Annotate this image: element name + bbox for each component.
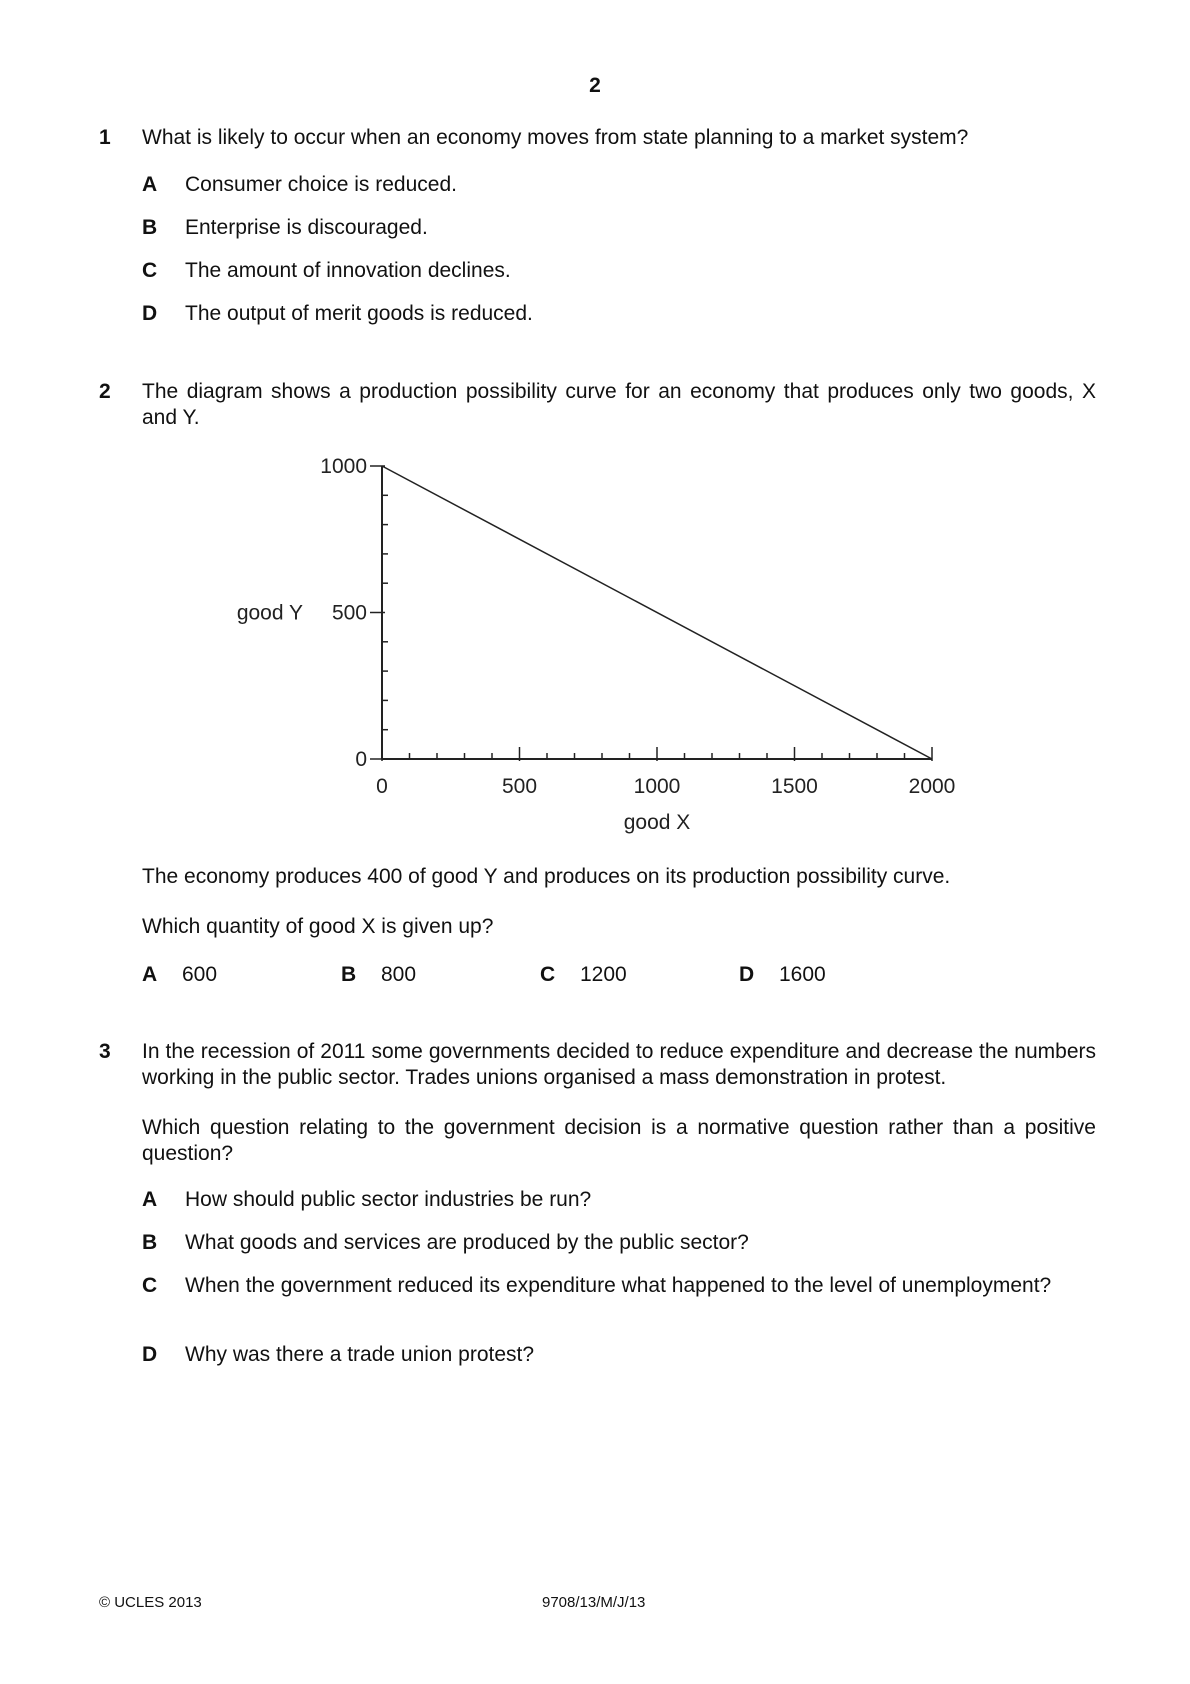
question-2-number: 2	[99, 380, 111, 403]
q2-option-b-text: 800	[381, 963, 417, 986]
q3-option-b-letter: B	[142, 1231, 158, 1254]
q2-option-d-text: 1600	[779, 963, 826, 986]
q3-option-c-text: When the government reduced its expenditure what happened to the level of unemployment?	[185, 1274, 1052, 1297]
q3-option-d-text: Why was there a trade union protest?	[185, 1343, 535, 1366]
question-3-number: 3	[99, 1040, 111, 1063]
x-tick-label: 1000	[633, 775, 681, 798]
question-1-text: What is likely to occur when an economy moves from state planning to a market system?	[142, 126, 969, 149]
footer-copyright: © UCLES 2013	[99, 1594, 202, 1611]
chart-series	[382, 466, 932, 759]
x-axis-label: good X	[623, 811, 691, 834]
ppc-line	[382, 466, 932, 759]
q2-option-b	[341, 963, 416, 987]
q1-option-d-letter: D	[142, 302, 158, 325]
x-tick-label: 500	[501, 775, 538, 798]
q1-option-b-text: Enterprise is discouraged.	[185, 216, 428, 239]
q1-option-a-text: Consumer choice is reduced.	[185, 173, 457, 196]
y-tick-label: 1000	[320, 455, 367, 478]
q1-option-a-letter: A	[142, 173, 158, 196]
q1-option-c-text: The amount of innovation declines.	[185, 259, 511, 282]
question-2-text: The diagram shows a production possibility curve for an economy that produces only two goods, X and Y.	[142, 380, 1096, 429]
chart-tick-labels	[320, 455, 955, 798]
x-tick-label: 2000	[908, 775, 956, 798]
question-3-text2: Which question relating to the government decision is a normative question rather than a positive question?	[142, 1116, 1096, 1165]
q3-option-a-text: How should public sector industries be run?	[185, 1188, 592, 1211]
q2-option-c	[540, 963, 627, 987]
x-tick-label: 1500	[771, 775, 818, 798]
question-2-text2: The economy produces 400 of good Y and produces on its production possibility curve.	[142, 865, 951, 888]
q2-option-d	[739, 963, 826, 987]
q2-option-a-letter: A	[142, 963, 158, 986]
q3-option-c-letter: C	[142, 1274, 158, 1297]
question-1-number: 1	[99, 126, 111, 149]
footer-code: 9708/13/M/J/13	[542, 1594, 646, 1611]
y-tick-label: 0	[355, 748, 367, 771]
q2-option-c-letter: C	[540, 963, 556, 986]
q1-option-c-letter: C	[142, 259, 158, 282]
page-number: 2	[589, 74, 601, 97]
q2-option-a	[142, 963, 217, 987]
x-tick-label: 0	[376, 775, 388, 798]
chart-ticks	[370, 466, 932, 761]
q2-option-b-letter: B	[341, 963, 357, 986]
y-tick-label: 500	[331, 601, 367, 625]
y-axis-label: good Y	[236, 601, 303, 625]
q2-option-c-text: 1200	[580, 963, 627, 986]
q3-option-a-letter: A	[142, 1188, 158, 1211]
q3-option-b-text: What goods and services are produced by the public sector?	[185, 1231, 749, 1254]
question-3-text: In the recession of 2011 some governments decided to reduce expenditure and decrease the numbers working in the public sector. Trades unions organised a mass demonstration in protest.	[142, 1040, 1096, 1089]
q1-option-d-text: The output of merit goods is reduced.	[185, 302, 533, 325]
q2-option-a-text: 600	[182, 963, 218, 986]
q3-option-d-letter: D	[142, 1343, 158, 1366]
q1-option-b-letter: B	[142, 216, 158, 239]
question-2-text3: Which quantity of good X is given up?	[142, 915, 494, 938]
q2-option-d-letter: D	[739, 963, 755, 986]
